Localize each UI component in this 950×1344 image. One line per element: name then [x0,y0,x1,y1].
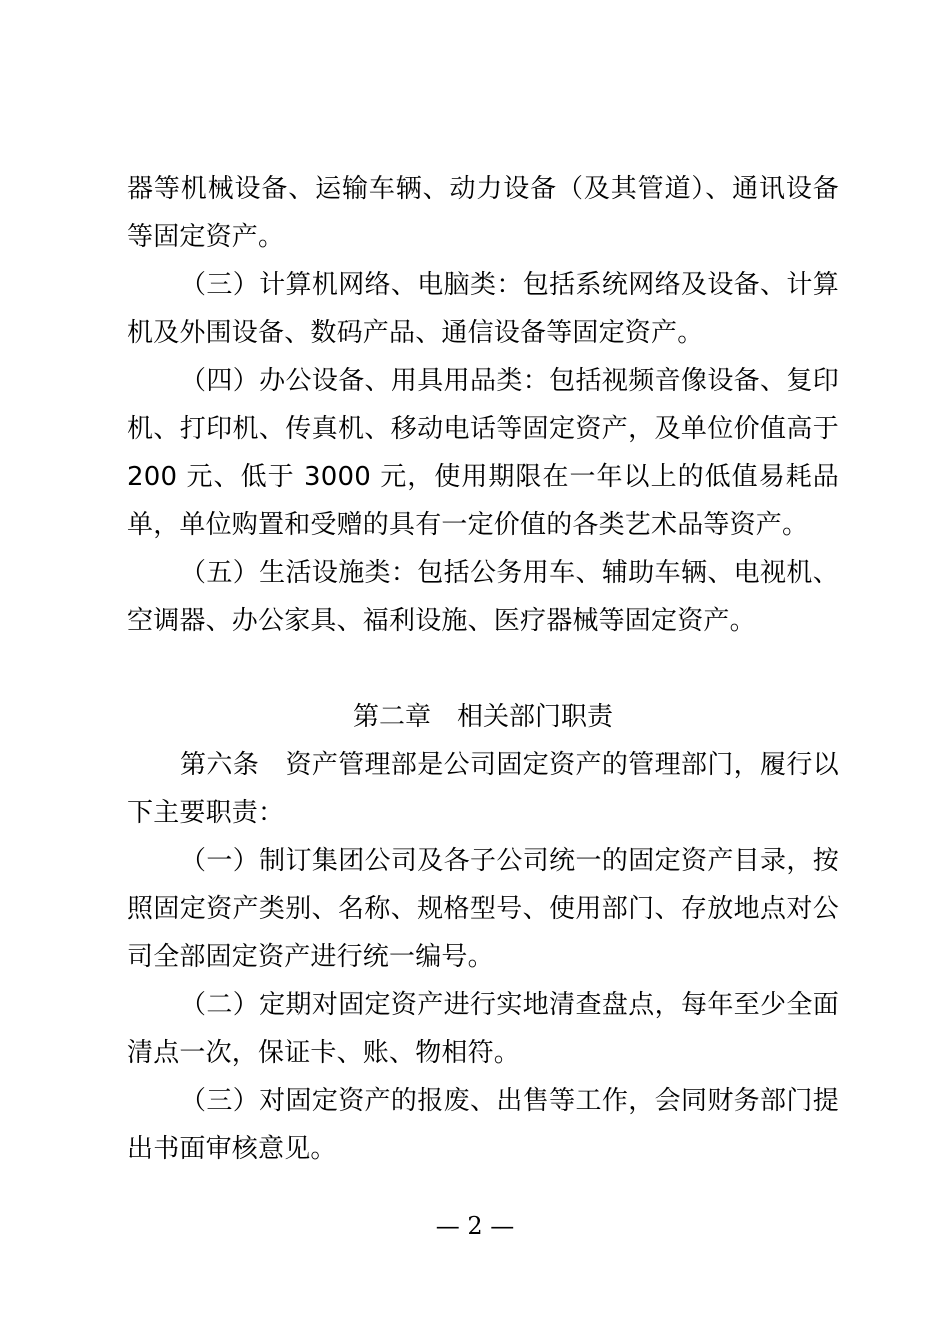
paragraph-duty-2: （二）定期对固定资产进行实地清查盘点，每年至少全面清点一次，保证卡、账、物相符。 [127,990,839,1068]
document-body [127,165,839,1173]
paragraph-duty-3: （三）对固定资产的报废、出售等工作，会同财务部门提出书面审核意见。 [127,1086,839,1164]
paragraph-item-4-office-equipment: （四）办公设备、用具用品类：包括视频音像设备、复印机、打印机、传真机、移动电话等固定资产，及单位价值高于 200 元、低于 3000 元，使用期限在一年以上的低值易耗品单，单位购置和受赠的具有一定价值的各类艺术品等资产。 [127,366,839,540]
page-number: — 2 — [435,1212,515,1240]
paragraph-continuation: 器等机械设备、运输车辆、动力设备（及其管道）、通讯设备等固定资产。 [127,174,839,252]
paragraph-article-6: 第六条 资产管理部是公司固定资产的管理部门，履行以下主要职责： [127,750,839,828]
paragraph-item-3-computers: （三）计算机网络、电脑类：包括系统网络及设备、计算机及外围设备、数码产品、通信设备等固定资产。 [127,270,839,348]
chapter-title: 第二章 相关部门职责 [352,702,613,732]
paragraph-item-5-living-facilities: （五）生活设施类：包括公务用车、辅助车辆、电视机、空调器、办公家具、福利设施、医疗器械等固定资产。 [127,558,839,636]
paragraph-duty-1: （一）制订集团公司及各子公司统一的固定资产目录，按照固定资产类别、名称、规格型号、使用部门、存放地点对公司全部固定资产进行统一编号。 [127,846,839,972]
